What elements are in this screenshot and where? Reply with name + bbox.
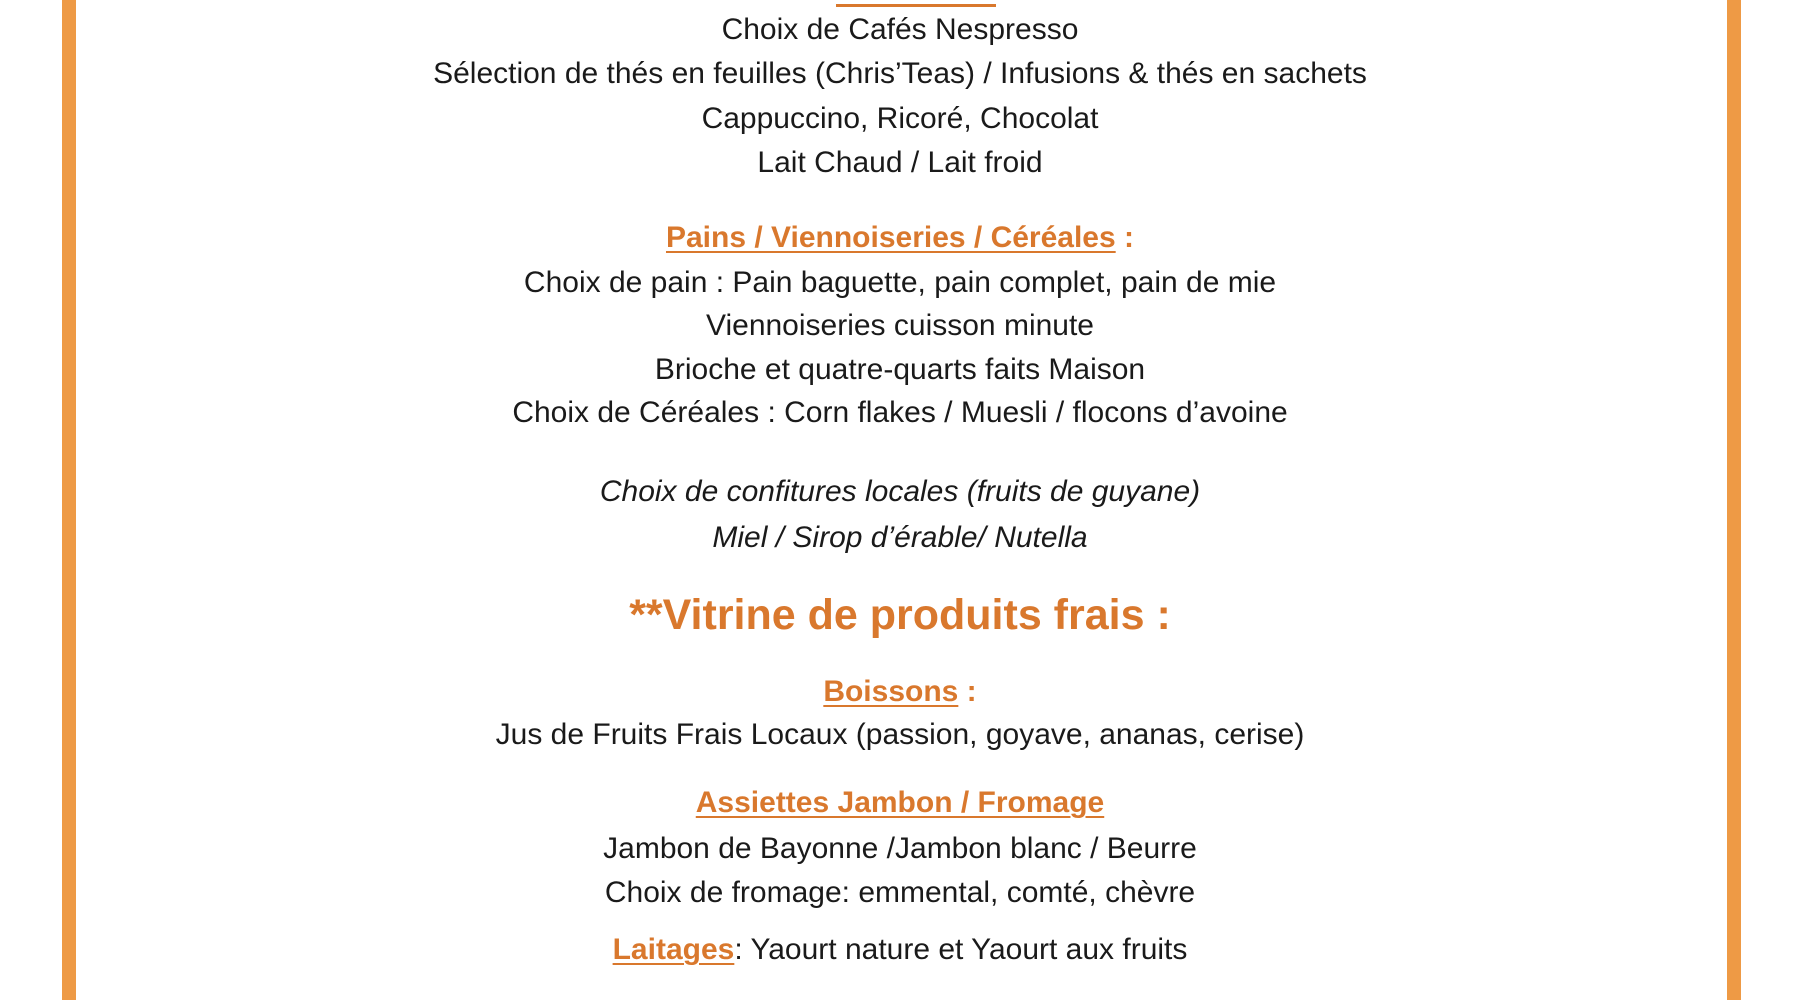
ham-cheese-heading xyxy=(0,785,1800,821)
breads-line: Brioche et quatre-quarts faits Maison xyxy=(654,353,1146,386)
breads-line: Viennoiseries cuisson minute xyxy=(706,309,1094,342)
boissons-heading-text: Boissons xyxy=(823,675,959,708)
breads-heading xyxy=(0,220,1800,256)
breads-heading-suffix: : xyxy=(1115,221,1135,254)
ham-cheese-line: Jambon de Bayonne /Jambon blanc / Beurre xyxy=(603,832,1197,865)
spreads-line: Miel / Sirop d’érable/ Nutella xyxy=(712,521,1088,554)
ham-cheese-line: Choix de fromage: emmental, comté, chèvre xyxy=(604,876,1196,909)
hot-drinks-line: Choix de Cafés Nespresso xyxy=(721,13,1079,46)
laitages-text: : Yaourt nature et Yaourt aux fruits xyxy=(734,933,1188,966)
boissons-line: Jus de Fruits Frais Locaux (passion, goyave, ananas, cerise) xyxy=(495,718,1305,751)
fresh-section-title: **Vitrine de produits frais : xyxy=(629,591,1171,639)
boissons-heading-suffix: : xyxy=(958,675,977,708)
ham-cheese-heading-text: Assiettes Jambon / Fromage xyxy=(695,786,1105,819)
hot-drinks-line: Cappuccino, Ricoré, Chocolat xyxy=(701,102,1099,135)
spreads-line: Choix de confitures locales (fruits de guyane) xyxy=(599,475,1201,508)
breads-heading-text: Pains / Viennoiseries / Céréales xyxy=(665,221,1116,254)
partial-next-heading xyxy=(0,988,1800,1000)
laitages-line xyxy=(0,932,1800,968)
breads-line: Choix de pain : Pain baguette, pain complet, pain de mie xyxy=(523,266,1277,299)
hot-drinks-line: Sélection de thés en feuilles (Chris’Teas) / Infusions & thés en sachets xyxy=(433,57,1367,90)
breads-line: Choix de Céréales : Corn flakes / Muesli / flocons d’avoine xyxy=(512,396,1288,429)
hot-drinks-line: Lait Chaud / Lait froid xyxy=(757,146,1043,179)
boissons-heading xyxy=(0,674,1800,710)
partial-heading-underline xyxy=(836,0,996,7)
laitages-heading: Laitages xyxy=(612,933,735,966)
